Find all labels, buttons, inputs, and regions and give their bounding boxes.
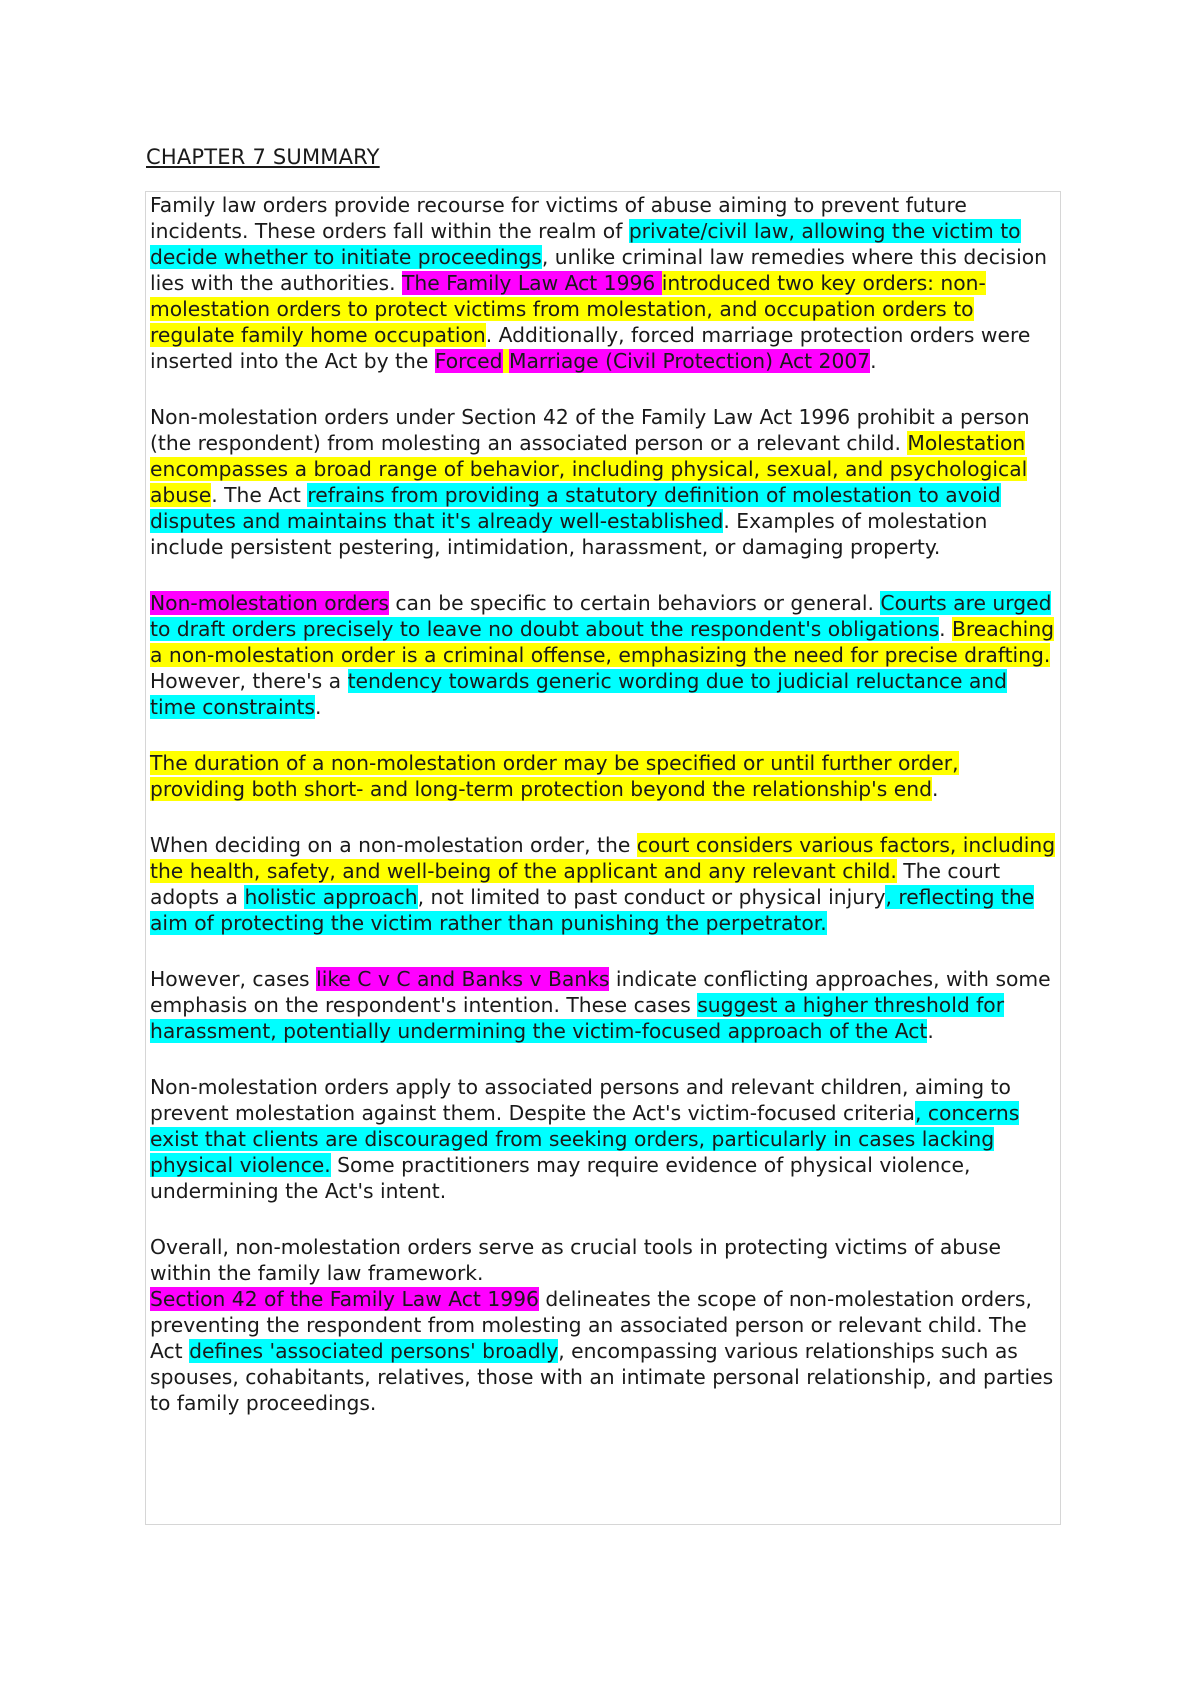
highlight-magenta: like C v C and Banks v Banks <box>316 967 610 991</box>
page-title: CHAPTER 7 SUMMARY <box>146 145 380 169</box>
highlight-yellow: court considers various factors, including the health, safety, and well-being of the applicant and any relevant child. <box>150 833 1056 883</box>
text-run: . <box>314 695 322 719</box>
summary-paragraph <box>150 1074 1056 1204</box>
text-run: can be specific to certain behaviors or general. <box>388 591 881 615</box>
text-run: . Examples of molestation include persistent pestering, intimidation, harassment, or damaging property. <box>150 509 988 559</box>
text-run: However, there's a <box>150 669 348 693</box>
summary-paragraph <box>150 404 1056 560</box>
summary-paragraph <box>150 192 1056 374</box>
text-run: Some practitioners may require evidence of physical violence, undermining the Act's intent. <box>150 1153 971 1203</box>
text-run: Non-molestation orders under Section 42 of the Family Law Act 1996 prohibit a person (the respondent) from molesting an associated person or a relevant child. <box>150 405 1030 455</box>
highlight-magenta: Section 42 of the Family Law Act 1996 <box>150 1287 539 1311</box>
highlight-cyan: , reflecting the aim of protecting the victim rather than punishing the perpetrator. <box>150 885 1035 935</box>
text-run: , unlike criminal law remedies where this decision lies with the authorities. <box>150 245 1048 295</box>
text-run: , not limited to past conduct or physical injury <box>417 885 886 909</box>
highlight-yellow: introduced two key orders: non-molestation orders to protect victims from molestation, and occupation orders to regulate family home occupation <box>150 271 986 347</box>
text-run: . <box>927 1019 934 1043</box>
text-run: delineates the scope of non-molestation orders, preventing the respondent from molesting an associated person or relevant child. The Act <box>150 1287 1032 1363</box>
summary-paragraph <box>150 590 1056 720</box>
text-run: . Additionally, forced marriage protection orders were inserted into the Act by the <box>150 323 1031 373</box>
highlight-cyan: , concerns exist that clients are discouraged from seeking orders, particularly in cases lacking physical violence. <box>150 1101 1020 1177</box>
text-run: Family law orders provide recourse for victims of abuse aiming to prevent future incidents. These orders fall within the realm of <box>150 193 967 243</box>
highlight-cyan: private/civil law, allowing the victim to decide whether to initiate proceedings <box>150 219 1021 269</box>
highlight-cyan: suggest a higher threshold for harassment, potentially undermining the victim-focused approach of the Act <box>150 993 1005 1043</box>
summary-paragraph <box>150 832 1056 936</box>
summary-paragraph <box>150 1234 1056 1416</box>
text-run: . <box>939 617 952 641</box>
summary-paragraph <box>150 966 1056 1044</box>
highlight-cyan: Courts are urged to draft orders precisely to leave no doubt about the respondent's obligations <box>150 591 1052 641</box>
text-run: . <box>931 777 939 801</box>
summary-paragraph <box>150 750 1056 802</box>
highlight-yellow: Breaching a non-molestation order is a criminal offense, emphasizing the need for precise drafting. <box>150 617 1055 667</box>
text-run: However, cases <box>150 967 317 991</box>
highlight-yellow: Molestation encompasses a broad range of behavior, including physical, sexual, and psychological abuse <box>150 431 1028 507</box>
highlight-cyan: refrains from providing a statutory definition of molestation to avoid disputes and maintains that it's already well-established <box>150 483 1001 533</box>
highlight-yellow: The duration of a non-molestation order may be specified or until further order, providing both short- and long-term protection beyond the relationship's end <box>150 751 959 801</box>
text-run: . <box>870 349 877 373</box>
text-run: Non-molestation orders apply to associated persons and relevant children, aiming to prevent molestation against them. Despite the Act's victim-focused criteria <box>150 1075 1011 1125</box>
highlight-magenta: The Family Law Act 1996 <box>401 271 662 295</box>
text-run: indicate conflicting approaches, with some emphasis on the respondent's intention. These cases <box>150 967 1051 1017</box>
highlight-magenta: Non-molestation orders <box>150 591 389 615</box>
highlight-magenta: Marriage (Civil Protection) Act 2007 <box>508 349 871 373</box>
highlight-magenta: Forced <box>434 349 503 373</box>
text-run: The court adopts a <box>150 859 1001 909</box>
text-run: When deciding on a non-molestation order, the <box>150 833 637 857</box>
summary-text-box <box>145 191 1061 1525</box>
highlight-cyan: tendency towards generic wording due to judicial reluctance and time constraints <box>150 669 1008 719</box>
text-run: . The Act <box>211 483 308 507</box>
highlight-cyan: holistic approach <box>244 885 418 909</box>
text-run: , encompassing various relationships such as spouses, cohabitants, relatives, those with an intimate personal relationship, and parties to family proceedings. <box>150 1339 1054 1415</box>
text-run: Overall, non-molestation orders serve as crucial tools in protecting victims of abuse within the family law framework. <box>150 1235 1002 1285</box>
highlight-cyan: defines 'associated persons' broadly <box>189 1339 559 1363</box>
